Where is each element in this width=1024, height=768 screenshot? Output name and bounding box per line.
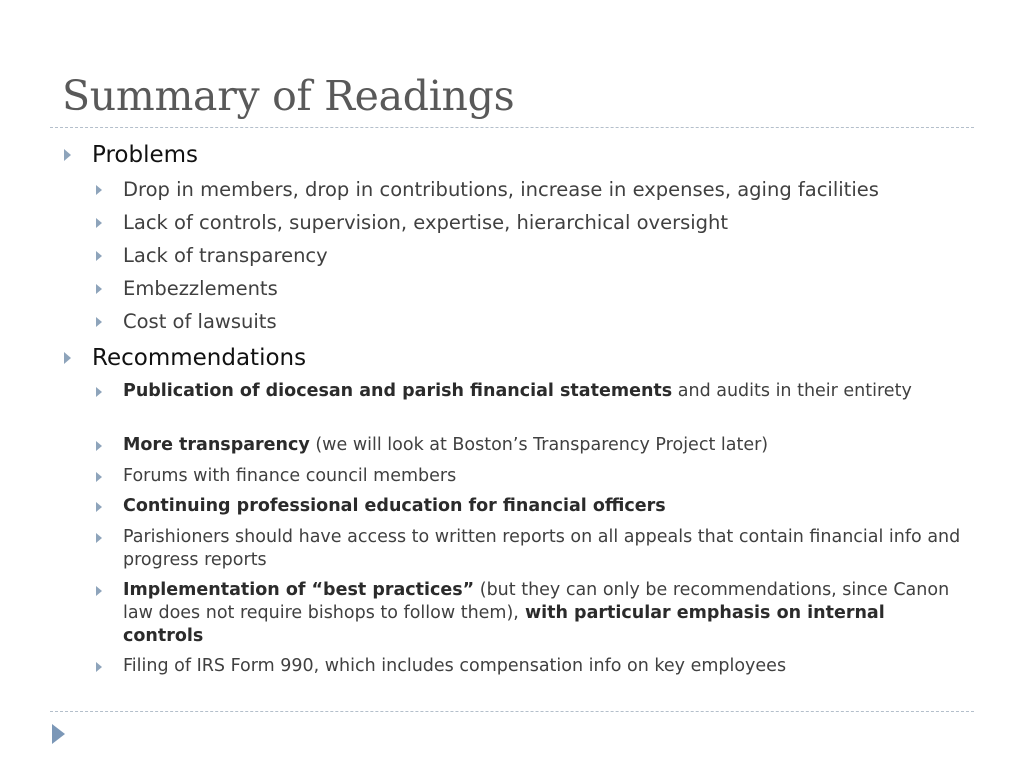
list-item: Drop in members, drop in contributions, increase in expenses, aging facilities (123, 178, 879, 201)
list-item-text: and audits in their entirety (672, 381, 912, 401)
list-item-bold: More transparency (123, 435, 310, 455)
list-item-text: (we will look at Boston’s Transparency Project later) (309, 435, 769, 455)
list-item: Embezzlements (123, 277, 278, 300)
list-item (123, 495, 963, 518)
triangle-bullet-icon (96, 185, 102, 195)
triangle-bullet-icon (64, 352, 71, 364)
list-item-text: (but they can only be recommendations, since Canon law does not require bishops to follow them), (123, 580, 950, 623)
list-item (123, 380, 963, 403)
list-item: Lack of transparency (123, 244, 328, 267)
list-item-text: Forums with finance council members (123, 466, 457, 486)
list-item (123, 526, 963, 572)
slide-title: Summary of Readings (62, 72, 515, 120)
list-item (123, 434, 963, 457)
title-divider (50, 127, 974, 128)
list-item-bold: Continuing professional education for financial officers (123, 496, 666, 516)
triangle-bullet-icon (96, 533, 102, 543)
triangle-bullet-icon (96, 662, 102, 672)
triangle-bullet-icon (96, 218, 102, 228)
triangle-bullet-icon (96, 251, 102, 261)
triangle-bullet-icon (96, 317, 102, 327)
list-item (123, 465, 963, 488)
triangle-bullet-icon (64, 149, 71, 161)
footer-divider (50, 711, 974, 712)
list-item-text: Filing of IRS Form 990, which includes compensation info on key employees (123, 656, 787, 676)
triangle-bullet-icon (96, 387, 102, 397)
list-item-bold: with particular emphasis on internal controls (123, 603, 885, 646)
list-item (123, 579, 963, 648)
list-item: Lack of controls, supervision, expertise, hierarchical oversight (123, 211, 729, 234)
list-item: Cost of lawsuits (123, 310, 277, 333)
list-item-bold: Publication of diocesan and parish financial statements (123, 381, 673, 401)
triangle-bullet-icon (96, 586, 102, 596)
triangle-bullet-icon (96, 502, 102, 512)
next-slide-arrow-icon[interactable] (52, 724, 65, 744)
list-item (123, 655, 963, 678)
section-heading-problems: Problems (92, 142, 199, 168)
triangle-bullet-icon (96, 441, 102, 451)
list-item-text: Parishioners should have access to written reports on all appeals that contain financial info and progress reports (123, 527, 961, 570)
list-item-bold: Implementation of “best practices” (123, 580, 475, 600)
triangle-bullet-icon (96, 284, 102, 294)
section-heading-recommendations: Recommendations (92, 345, 307, 371)
triangle-bullet-icon (96, 472, 102, 482)
